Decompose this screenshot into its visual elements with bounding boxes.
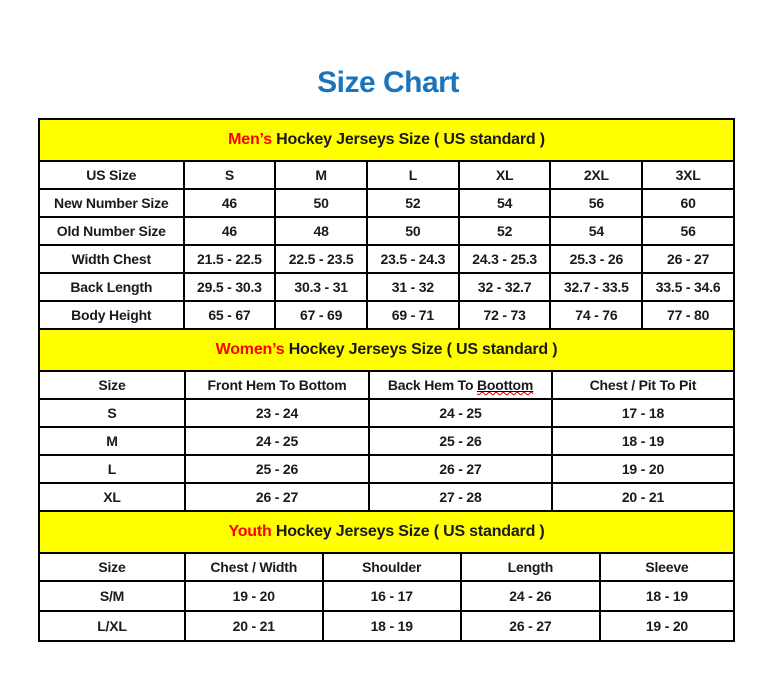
table-row [39, 399, 734, 427]
table-cell: 46 [184, 189, 276, 217]
size-chart [38, 118, 735, 642]
table-cell: 26 - 27 [185, 483, 369, 511]
table-row [39, 217, 734, 245]
table-cell: 25 - 26 [369, 427, 552, 455]
row-label: Body Height [39, 301, 184, 329]
misspelled-word-underline [477, 377, 533, 393]
row-label: S [39, 399, 185, 427]
table-row [39, 189, 734, 217]
youth-section-title-rest: Hockey Jerseys Size ( US standard ) [271, 523, 545, 540]
youth-section-title-red: Youth [228, 523, 272, 540]
table-row [39, 273, 734, 301]
table-row [39, 455, 734, 483]
table-cell: 52 [459, 217, 551, 245]
womens-section-title-red: Women’s [215, 341, 285, 358]
table-cell: 24 - 26 [461, 581, 600, 611]
mens-section-title [39, 119, 734, 161]
table-cell: 50 [367, 217, 459, 245]
mens-header-row [39, 161, 734, 189]
table-cell: 65 - 67 [184, 301, 276, 329]
table-cell: 21.5 - 22.5 [184, 245, 276, 273]
table-cell: 24 - 25 [185, 427, 369, 455]
table-cell: 19 - 20 [185, 581, 323, 611]
table-cell: 32.7 - 33.5 [550, 273, 642, 301]
table-cell: 26 - 27 [461, 611, 600, 641]
table-cell: 22.5 - 23.5 [275, 245, 367, 273]
column-header: 3XL [642, 161, 734, 189]
row-label: New Number Size [39, 189, 184, 217]
table-cell: 72 - 73 [459, 301, 551, 329]
table-row [39, 581, 734, 611]
table-cell: 67 - 69 [275, 301, 367, 329]
table-cell: 26 - 27 [642, 245, 734, 273]
mens-section-title-red: Men’s [228, 131, 272, 148]
mens-size-table [38, 118, 735, 330]
table-cell: 24.3 - 25.3 [459, 245, 551, 273]
mens-section-band [39, 119, 734, 161]
column-header: L [367, 161, 459, 189]
mens-section-title-rest: Hockey Jerseys Size ( US standard ) [271, 131, 545, 148]
table-cell: 23.5 - 24.3 [367, 245, 459, 273]
youth-section-title [39, 511, 734, 553]
table-cell: 27 - 28 [369, 483, 552, 511]
womens-section-title [39, 329, 734, 371]
table-cell: 56 [550, 189, 642, 217]
table-cell: 23 - 24 [185, 399, 369, 427]
womens-section-band [39, 329, 734, 371]
row-label: S/M [39, 581, 185, 611]
row-label: Old Number Size [39, 217, 184, 245]
column-header: US Size [39, 161, 184, 189]
table-cell: 25.3 - 26 [550, 245, 642, 273]
youth-section-band [39, 511, 734, 553]
page-title: Size Chart [317, 66, 459, 99]
column-header: XL [459, 161, 551, 189]
womens-section-title-rest: Hockey Jerseys Size ( US standard ) [284, 341, 558, 358]
table-cell: 18 - 19 [323, 611, 461, 641]
column-header [369, 371, 552, 399]
row-label: Width Chest [39, 245, 184, 273]
spellcheck-squiggle: Boottom [477, 377, 534, 393]
womens-size-table [38, 328, 735, 512]
column-header: S [184, 161, 276, 189]
column-header: Front Hem To Bottom [185, 371, 369, 399]
table-row [39, 611, 734, 641]
table-cell: 18 - 19 [600, 581, 734, 611]
table-cell: 20 - 21 [552, 483, 734, 511]
table-row [39, 301, 734, 329]
row-label: L/XL [39, 611, 185, 641]
table-cell: 52 [367, 189, 459, 217]
column-header: Size [39, 371, 185, 399]
table-cell: 26 - 27 [369, 455, 552, 483]
table-cell: 50 [275, 189, 367, 217]
womens-header-row [39, 371, 734, 399]
table-row [39, 483, 734, 511]
table-cell: 56 [642, 217, 734, 245]
table-cell: 69 - 71 [367, 301, 459, 329]
column-header: Chest / Pit To Pit [552, 371, 734, 399]
row-label: M [39, 427, 185, 455]
column-header: Length [461, 553, 600, 581]
row-label: Back Length [39, 273, 184, 301]
row-label: L [39, 455, 185, 483]
column-header: Sleeve [600, 553, 734, 581]
table-cell: 31 - 32 [367, 273, 459, 301]
table-cell: 48 [275, 217, 367, 245]
youth-header-row [39, 553, 734, 581]
column-header-text: Back Hem To [387, 377, 477, 393]
table-row [39, 245, 734, 273]
column-header: Size [39, 553, 185, 581]
table-cell: 25 - 26 [185, 455, 369, 483]
table-cell: 54 [550, 217, 642, 245]
table-cell: 20 - 21 [185, 611, 323, 641]
table-cell: 54 [459, 189, 551, 217]
row-label: XL [39, 483, 185, 511]
table-cell: 77 - 80 [642, 301, 734, 329]
table-cell: 30.3 - 31 [275, 273, 367, 301]
table-cell: 18 - 19 [552, 427, 734, 455]
column-header: Shoulder [323, 553, 461, 581]
table-cell: 46 [184, 217, 276, 245]
table-cell: 32 - 32.7 [459, 273, 551, 301]
table-cell: 19 - 20 [600, 611, 734, 641]
table-cell: 24 - 25 [369, 399, 552, 427]
table-cell: 19 - 20 [552, 455, 734, 483]
table-cell: 16 - 17 [323, 581, 461, 611]
table-cell: 74 - 76 [550, 301, 642, 329]
column-header: 2XL [550, 161, 642, 189]
youth-size-table [38, 510, 735, 642]
table-cell: 17 - 18 [552, 399, 734, 427]
table-row [39, 427, 734, 455]
column-header: M [275, 161, 367, 189]
column-header: Chest / Width [185, 553, 323, 581]
table-cell: 33.5 - 34.6 [642, 273, 734, 301]
table-cell: 29.5 - 30.3 [184, 273, 276, 301]
table-cell: 60 [642, 189, 734, 217]
